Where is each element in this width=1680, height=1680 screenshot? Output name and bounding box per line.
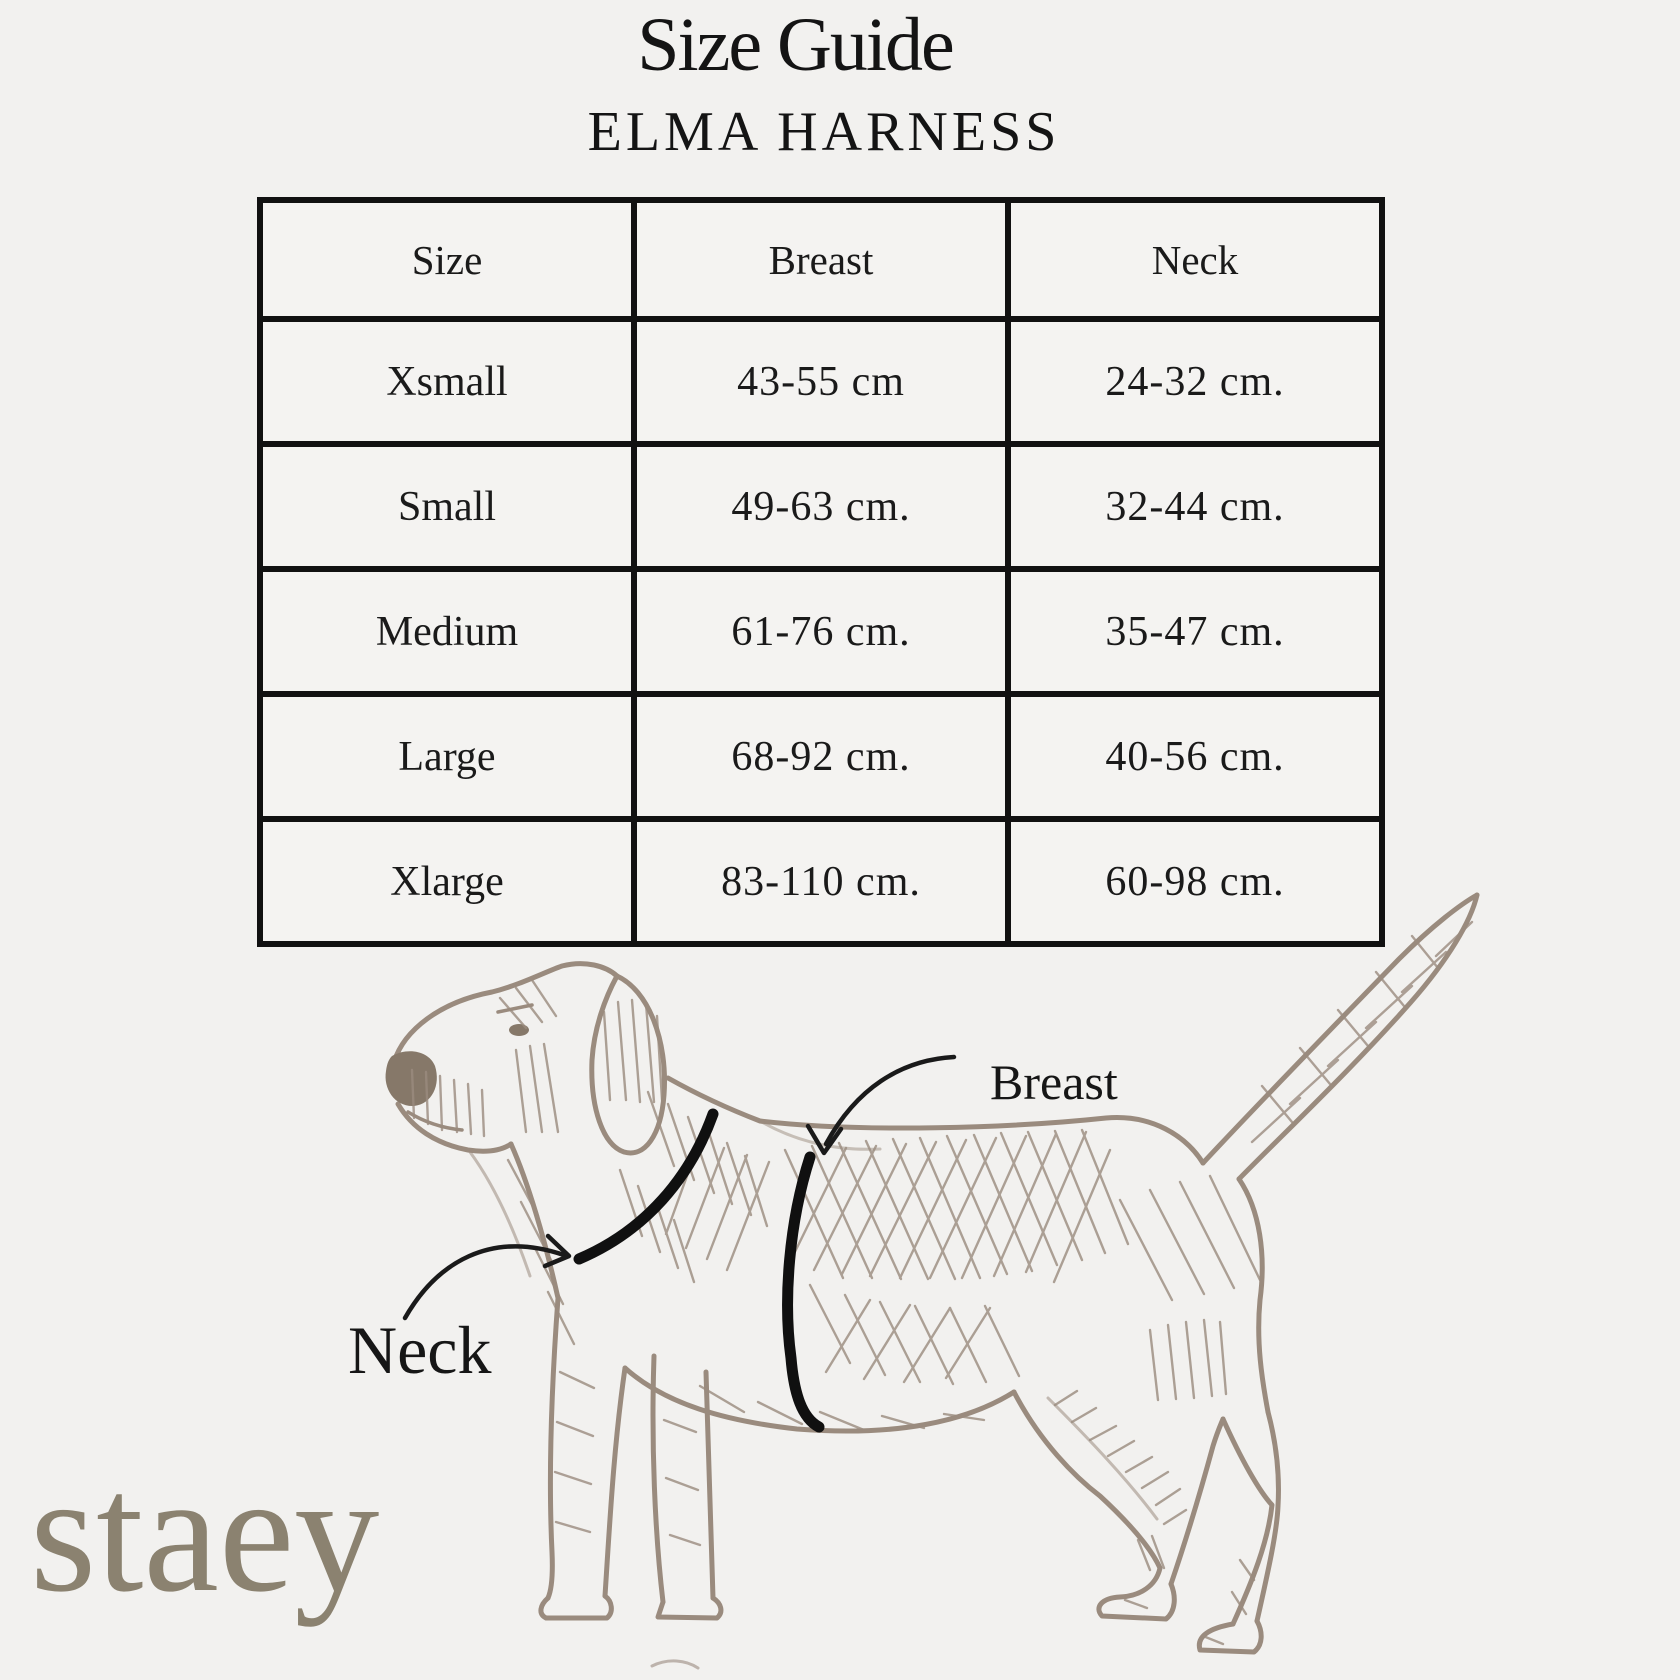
cell-neck: 60-98 cm.	[1008, 819, 1382, 944]
brand-logo: staey	[30, 1439, 380, 1627]
cell-breast: 43-55 cm	[634, 319, 1008, 444]
table-header-row	[260, 200, 1382, 319]
size-table	[257, 197, 1385, 947]
cell-size: Small	[260, 444, 634, 569]
cell-neck: 40-56 cm.	[1008, 694, 1382, 819]
dog-outline	[394, 895, 1477, 1668]
cell-size: Medium	[260, 569, 634, 694]
product-subtitle: ELMA HARNESS	[587, 101, 1061, 163]
cell-neck: 24-32 cm.	[1008, 319, 1382, 444]
neck-arrow-icon	[405, 1236, 569, 1318]
cell-size: Xlarge	[260, 819, 634, 944]
cell-size: Xsmall	[260, 319, 634, 444]
column-header-breast: Breast	[634, 200, 1008, 319]
dog-hatching	[412, 922, 1472, 1644]
neck-measure-band	[579, 1114, 713, 1259]
table-row	[260, 444, 1382, 569]
column-header-size: Size	[260, 200, 634, 319]
cell-neck: 35-47 cm.	[1008, 569, 1382, 694]
breast-arrow-icon	[808, 1057, 954, 1153]
cell-breast: 61-76 cm.	[634, 569, 1008, 694]
table-row	[260, 694, 1382, 819]
table-row	[260, 319, 1382, 444]
breast-label: Breast	[990, 1054, 1118, 1110]
neck-label: Neck	[348, 1312, 492, 1388]
table-row	[260, 819, 1382, 944]
cell-size: Large	[260, 694, 634, 819]
page-title: Size Guide	[637, 3, 953, 87]
cell-breast: 49-63 cm.	[634, 444, 1008, 569]
cell-breast: 83-110 cm.	[634, 819, 1008, 944]
cell-breast: 68-92 cm.	[634, 694, 1008, 819]
column-header-neck: Neck	[1008, 200, 1382, 319]
cell-neck: 32-44 cm.	[1008, 444, 1382, 569]
table-row	[260, 569, 1382, 694]
